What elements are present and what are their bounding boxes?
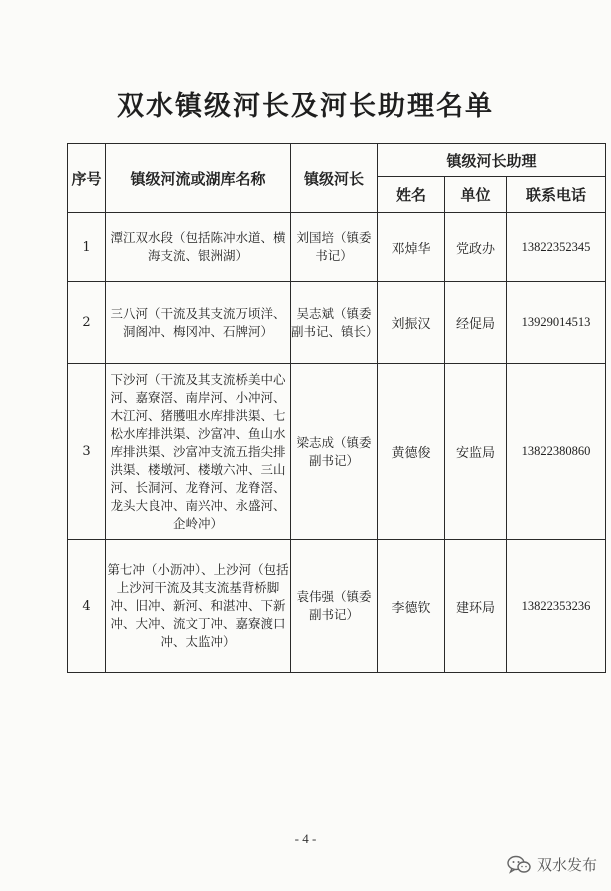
row-chief: 刘国培（镇委书记） [291,213,378,282]
row-assistant-unit: 建环局 [445,540,507,673]
row-phone: 13822380860 [507,364,606,540]
row-no: 3 [68,364,106,540]
table-row [68,540,606,673]
row-assistant-unit: 党政办 [445,213,507,282]
row-phone: 13822352345 [507,213,606,282]
row-phone: 13822353236 [507,540,606,673]
row-chief: 袁伟强（镇委副书记） [291,540,378,673]
wechat-icon [507,855,531,875]
row-assistant-name: 李德钦 [378,540,445,673]
header-row [68,144,606,177]
row-assistant-unit: 经促局 [445,282,507,364]
header-unit: 单位 [445,177,507,213]
row-river-text: 三八河（干流及其支流万顷洋、洞阁冲、梅冈冲、石牌河） [110,305,286,339]
row-assistant-unit: 安监局 [445,364,507,540]
row-assistant-name: 邓焯华 [378,213,445,282]
row-assistant-name: 刘振汉 [378,282,445,364]
row-no: 4 [68,540,106,673]
page-number: - 4 - [294,831,317,846]
row-river [106,213,291,282]
row-river [106,364,291,540]
row-phone: 13929014513 [507,282,606,364]
header-name: 姓名 [378,177,445,213]
row-river [106,540,291,673]
row-no: 1 [68,213,106,282]
header-river: 镇级河流或湖库名称 [106,144,291,213]
row-river-text: 潭江双水段（包括陈冲水道、横海支流、银洲湖） [110,230,286,263]
row-river-text: 第七冲（小沥冲）、上沙河（包括上沙河干流及其支流基背桥脚冲、旧冲、新河、和湛冲、下新冲、大冲、流文丁冲、嘉寮渡口冲、太监冲） [107,562,289,649]
row-chief: 吴志斌（镇委副书记、镇长） [291,282,378,364]
wechat-watermark [507,854,597,875]
row-river-text: 下沙河（干流及其支流桥美中心河、嘉寮滘、南岸河、小冲河、木江河、猪雘咀水库排洪渠、七松水库排洪渠、沙富冲、鱼山水库排洪渠、沙富冲支流五指尖排洪渠、楼墩河、楼墩六冲、三山河、长洞河、龙脊河、龙脊滘、龙头大良冲、南兴冲、永盛河、企岭冲） [110,371,286,531]
row-river [106,282,291,364]
row-no: 2 [68,282,106,364]
row-assistant-name: 黄德俊 [378,364,445,540]
table-row [68,282,606,364]
header-assistant-group: 镇级河长助理 [378,144,606,177]
header-no: 序号 [68,144,106,213]
document-title: 双水镇级河长及河长助理名单 [117,91,494,122]
table-row [68,213,606,282]
table-row [68,364,606,540]
river-chief-table [67,143,606,673]
row-chief: 梁志成（镇委副书记） [291,364,378,540]
header-phone: 联系电话 [507,177,606,213]
header-chief: 镇级河长 [291,144,378,213]
watermark-text: 双水发布 [536,856,597,874]
